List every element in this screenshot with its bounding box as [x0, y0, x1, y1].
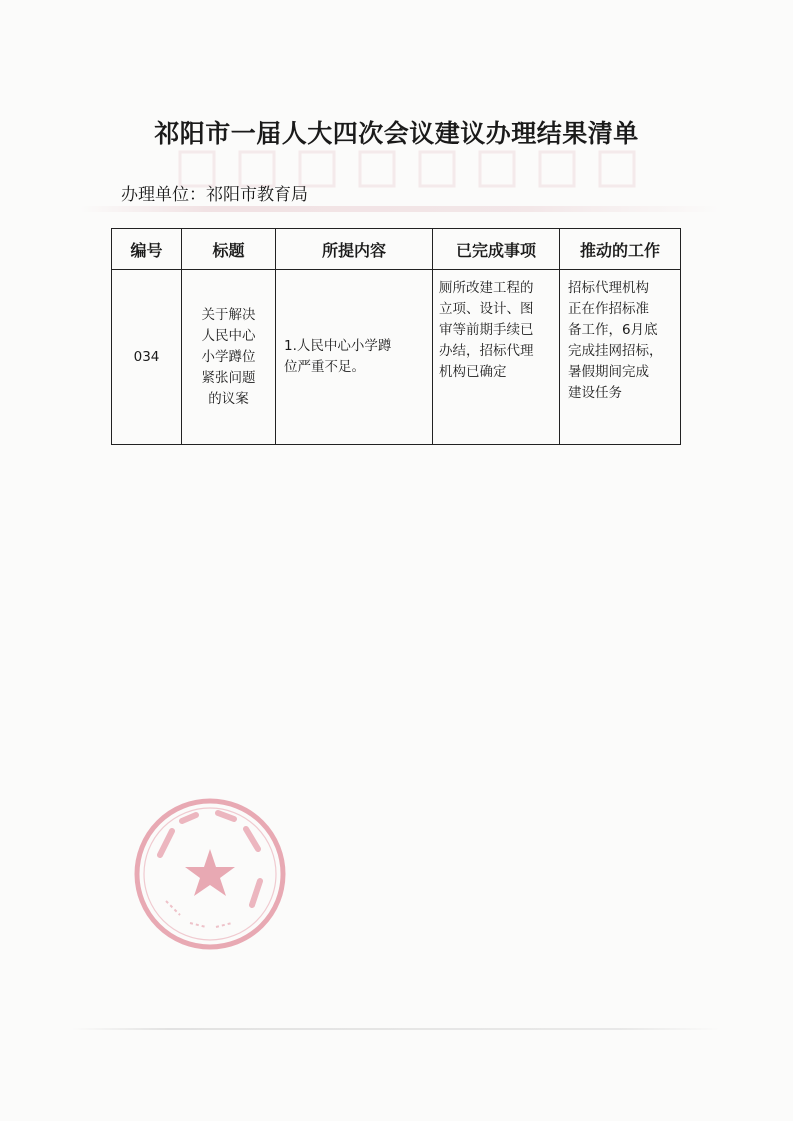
cell-completed	[433, 270, 560, 445]
progress-line: 暑假期间完成	[568, 364, 649, 380]
title-line: 人民中心	[201, 327, 256, 344]
title-line: 小学蹲位	[201, 348, 256, 365]
title-line: 关于解决	[201, 306, 256, 323]
table-header-row	[112, 229, 681, 270]
handling-unit-line: 办理单位：祁阳市教育局	[121, 185, 308, 205]
header-title: 标题	[182, 229, 276, 270]
content-line: 位严重不足。	[284, 359, 365, 375]
completed-line: 厕所改建工程的	[439, 280, 534, 296]
document-title: 祁阳市一届人大四次会议建议办理结果清单	[154, 119, 639, 148]
completed-line: 机构已确定	[439, 364, 507, 380]
results-table	[111, 228, 681, 445]
bleed-through-rule	[80, 206, 720, 212]
progress-line: 招标代理机构	[568, 280, 649, 296]
official-seal-icon	[130, 797, 290, 952]
seal-star	[185, 849, 235, 896]
progress-line: 完成挂网招标，	[568, 343, 663, 359]
cell-title	[182, 270, 276, 445]
header-progress: 推动的工作	[560, 229, 681, 270]
header-completed: 已完成事项	[433, 229, 560, 270]
cell-progress	[560, 270, 681, 445]
progress-line: 建设任务	[568, 385, 622, 401]
title-line: 的议案	[208, 390, 249, 407]
table-row	[112, 270, 681, 445]
completed-line: 立项、设计、图	[439, 301, 534, 317]
title-line: 紧张问题	[201, 369, 256, 386]
cell-number: 034	[112, 270, 182, 445]
header-content: 所提内容	[276, 229, 433, 270]
cell-content	[276, 270, 433, 445]
progress-line: 备工作，6月底	[568, 322, 658, 338]
header-number: 编号	[112, 229, 182, 270]
content-line: 1.人民中心小学蹲	[284, 338, 392, 354]
completed-line: 办结，招标代理	[439, 343, 534, 359]
completed-line: 审等前期手续已	[439, 322, 534, 338]
progress-line: 正在作招标准	[568, 301, 649, 317]
footer-rule	[72, 1028, 720, 1030]
